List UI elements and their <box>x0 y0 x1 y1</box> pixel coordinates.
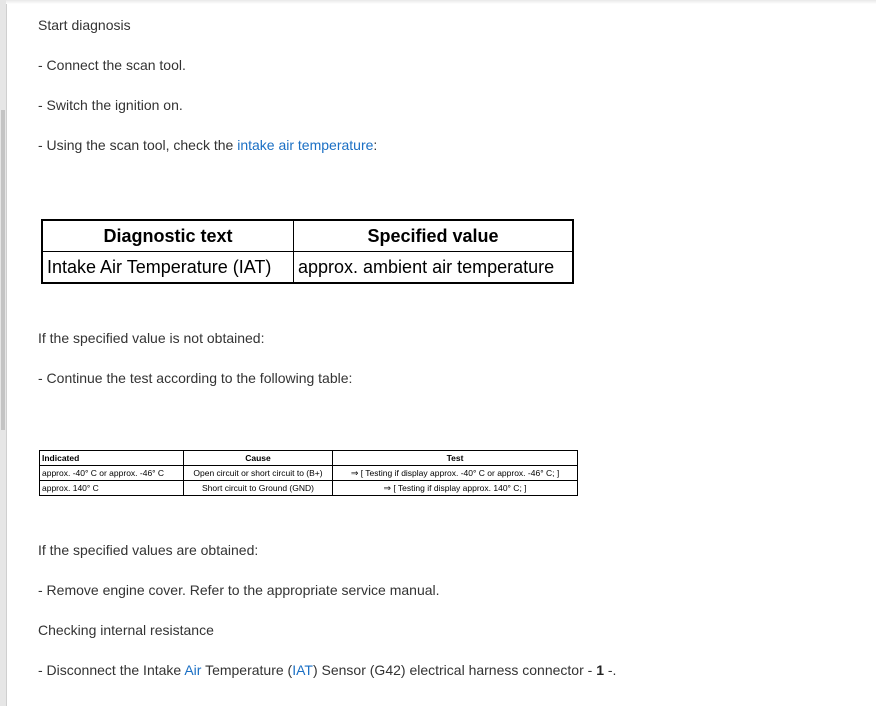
right-arrow-icon: ⇒ <box>383 482 391 493</box>
top-edge-shadow <box>6 0 876 4</box>
fault-cell-cause: Short circuit to Ground (GND) <box>184 481 333 496</box>
fault-diagnosis-table <box>39 450 578 496</box>
fault-header-test: Test <box>333 451 578 466</box>
intake-air-temperature-link[interactable]: intake air temperature <box>237 137 374 153</box>
disconnect-prefix: - Disconnect the Intake <box>38 662 185 678</box>
spec-cell-diagnostic-text: Intake Air Temperature (IAT) <box>42 252 294 284</box>
disconnect-mid2: ) Sensor (G42) electrical harness connector - <box>312 662 597 678</box>
spec-header-specified-value: Specified value <box>294 220 574 252</box>
step-ignition-on: - Switch the ignition on. <box>38 97 183 113</box>
fault-cell-indicated: approx. 140° C <box>40 481 184 496</box>
fault-header-indicated: Indicated <box>40 451 184 466</box>
air-link[interactable]: Air <box>184 662 202 678</box>
table-row <box>40 481 578 496</box>
step-remove-engine-cover: - Remove engine cover. Refer to the appropriate service manual. <box>38 582 440 598</box>
fault-table-header-row <box>40 451 578 466</box>
step-check-intake-air-temp <box>38 136 377 154</box>
step-connect-scan-tool: - Connect the scan tool. <box>38 57 186 73</box>
spec-cell-specified-value: approx. ambient air temperature <box>294 252 574 284</box>
left-scrollbar-thumb[interactable] <box>1 110 5 430</box>
fault-cell-cause: Open circuit or short circuit to (B+) <box>184 466 333 481</box>
connector-number: 1 <box>596 662 604 678</box>
disconnect-mid1: Temperature ( <box>201 662 293 678</box>
step-check-prefix: - Using the scan tool, check the <box>38 137 238 153</box>
left-scrollbar-track[interactable] <box>0 0 7 706</box>
step-continue-test: - Continue the test according to the following table: <box>38 370 353 386</box>
fault-cell-test[interactable] <box>333 481 578 496</box>
table-row <box>40 466 578 481</box>
test-link-low-temp[interactable]: [ Testing if display approx. -40° C or approx. -46° C; ] <box>358 467 560 478</box>
test-link-high-temp[interactable]: [ Testing if display approx. 140° C; ] <box>391 482 527 493</box>
start-diagnosis-heading: Start diagnosis <box>38 17 131 33</box>
step-check-suffix: : <box>373 137 378 153</box>
disconnect-suffix: -. <box>604 662 617 678</box>
right-arrow-icon: ⇒ <box>350 467 359 478</box>
fault-cell-indicated: approx. -40° C or approx. -46° C <box>40 466 184 481</box>
if-not-obtained-text: If the specified value is not obtained: <box>38 330 265 346</box>
spec-header-diagnostic-text: Diagnostic text <box>42 220 294 252</box>
fault-cell-test[interactable] <box>333 466 578 481</box>
if-obtained-text: If the specified values are obtained: <box>38 542 259 558</box>
step-disconnect-connector <box>38 661 616 679</box>
spec-table-row <box>42 252 573 284</box>
fault-header-cause: Cause <box>184 451 333 466</box>
spec-table-header-row <box>42 220 573 252</box>
checking-internal-resistance-heading: Checking internal resistance <box>38 622 214 638</box>
iat-link[interactable]: IAT <box>292 662 313 678</box>
specified-value-table <box>41 219 574 284</box>
